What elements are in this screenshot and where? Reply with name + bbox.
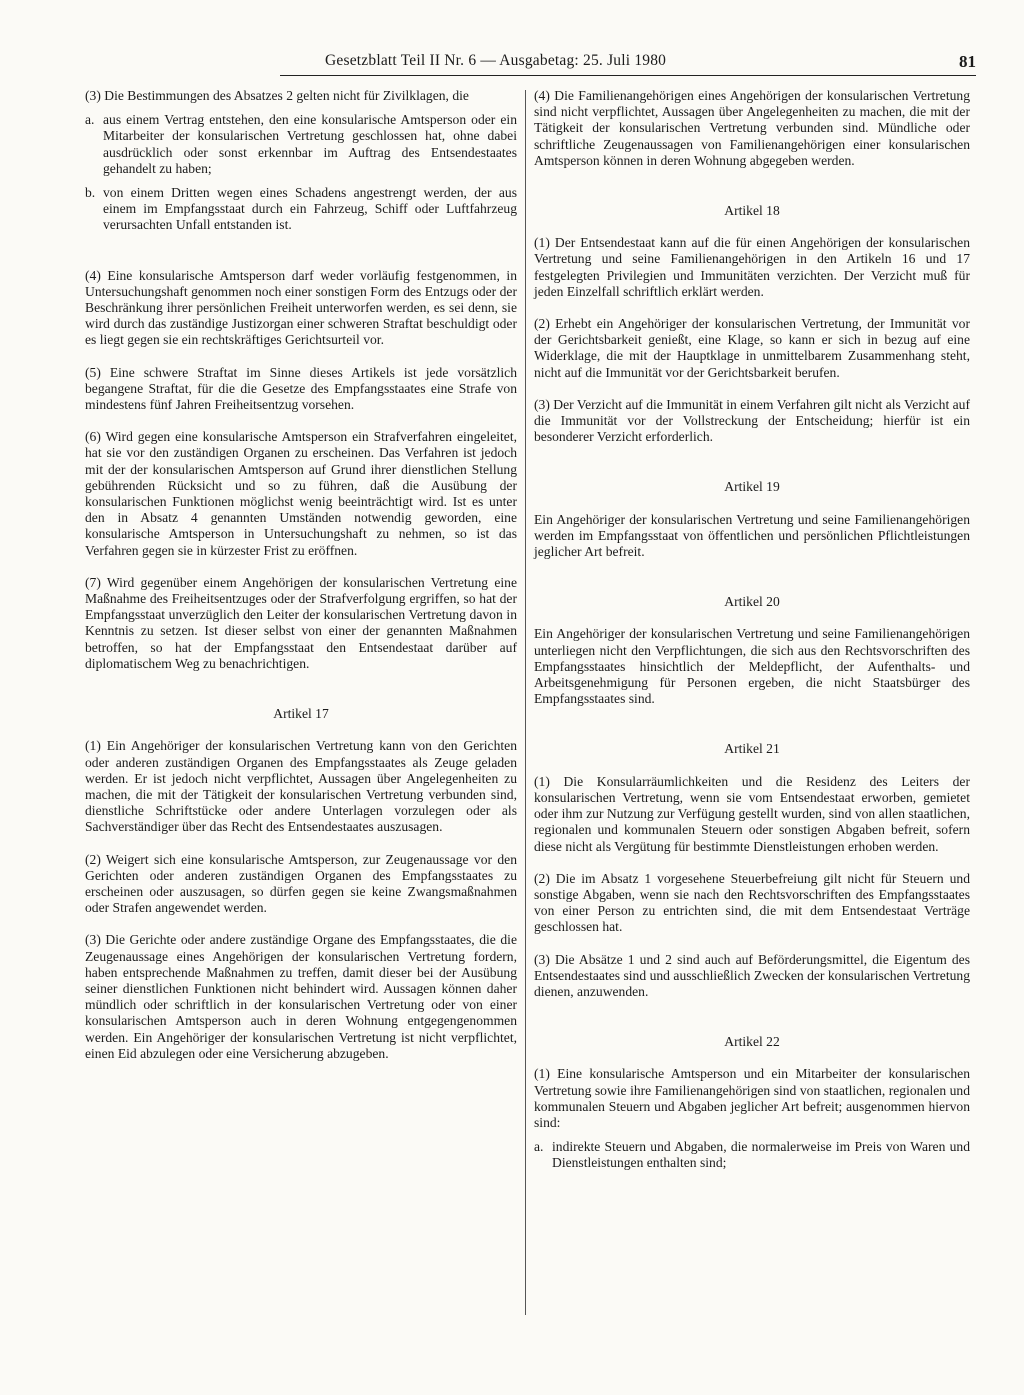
paragraph-16-5: (5) Eine schwere Straftat im Sinne dieses Artikels ist jede vorsätzlich begangene Straftat, für die die Gesetze des Empfangsstaates eine Strafe von mindestens fünf Jahren Freiheitsentzug vorsehen.	[85, 364, 517, 413]
paragraph-16-3: (3) Die Bestimmungen des Absatzes 2 gelten nicht für Zivilklagen, die	[85, 88, 469, 103]
list-label: a.	[85, 112, 95, 128]
paragraph-21-2: (2) Die im Absatz 1 vorgesehene Steuerbefreiung gilt nicht für Steuern und sonstige Abgaben, wenn sie nach den Rechtsvorschriften des Empfangsstaates von einer Person zu entrichten sind, die mit dem Entsendestaat Verträge geschlossen hat.	[534, 870, 970, 935]
list-text: aus einem Vertrag entstehen, den eine konsularische Amtsperson oder ein Mitarbeiter der konsularischen Vertretung geschlossen hat, ohne dabei ausdrücklich oder sonst erkennbar im Auftrag des Entsendestaates gehandelt zu haben;	[103, 112, 517, 176]
article-22-heading: Artikel 22	[724, 1034, 780, 1050]
paragraph-17-3: (3) Die Gerichte oder andere zuständige Organe des Empfangsstaates, die die Zeugenaussage eines Angehörigen der konsularischen Vertretung fordern, haben entsprechende Maßnahmen zu treffen, damit dieser bei der Ausübung seiner dienstlichen Funktionen nicht behindert wird. Aussagen können daher mündlich oder schriftlich in der konsularischen Vertretung oder von einer konsularischen Amtsperson auch in deren Wohnung entgegengenommen werden. Ein Angehöriger der konsularischen Vertretung ist nicht verpflichtet, einen Eid abzulegen oder eine Versicherung abzugeben.	[85, 932, 517, 1061]
paragraph-17-1: (1) Ein Angehöriger der konsularischen Vertretung kann von den Gerichten oder anderen zuständigen Organen des Empfangsstaates als Zeuge geladen werden. Er ist jedoch nicht verpflichtet, Aussagen über Angelegenheiten zu machen, die mit der Tätigkeit der konsularischen Vertretung verbunden sind, dienstliche Schriftstücke oder andere Unterlagen vorzulegen oder als Sachverständiger über das Recht des Entsendestaates auszusagen.	[85, 738, 517, 835]
paragraph-18-1: (1) Der Entsendestaat kann auf die für einen Angehörigen der konsularischen Vertretung und seine Familienangehörigen in den Artikeln 16 und 17 festgelegten Privilegien und Immunitäten verzichten. Der Verzicht muß für jeden Einzelfall schriftlich erklärt werden.	[534, 235, 970, 299]
paragraph-22-1: (1) Eine konsularische Amtsperson und ein Mitarbeiter der konsularischen Vertretung sowie ihre Familienangehörigen sind von staatlichen, regionalen und kommunalen Steuern und Abgaben jeglicher Art befreit; ausgenommen hiervon sind:	[534, 1066, 970, 1130]
article-19-heading: Artikel 19	[724, 479, 780, 495]
paragraph-21-3: (3) Die Absätze 1 und 2 sind auch auf Beförderungsmittel, die Eigentum des Entsendestaates sind und ausschließlich Zwecken der konsularischen Vertretung dienen, anzuwenden.	[534, 951, 970, 999]
header-rule	[280, 75, 976, 76]
paragraph-17-2: (2) Weigert sich eine konsularische Amtsperson, zur Zeugenaussage vor den Gerichten oder anderen zuständigen Organen des Empfangsstaates zu erscheinen oder auszusagen, so dürfen gegen sie keine Zwangsmaßnahmen oder Strafen angewendet werden.	[85, 851, 517, 916]
article-17-heading: Artikel 17	[273, 706, 329, 722]
list-item-a	[534, 1139, 970, 1171]
list-text: von einem Dritten wegen eines Schadens angestrengt werden, der aus einem im Empfangsstaat durch ein Fahrzeug, Schiff oder Luftfahrzeug verursachten Unfall entstanden ist.	[103, 185, 517, 233]
paragraph-21-1: (1) Die Konsularräumlichkeiten und die Residenz des Leiters der konsularischen Vertretung, wenn sie vom Entsendestaat erworben, gemietet oder ihm zur Nutzung zur Verfügung gestellt wurden, sind von allen staatlichen, regionalen und kommunalen Steuern oder sonstigen Abgaben befreit, sofern diese nicht als Vergütung für bestimmte Dienstleistungen erhoben werden.	[534, 773, 970, 854]
article-20-heading: Artikel 20	[724, 594, 780, 610]
paragraph-18-3: (3) Der Verzicht auf die Immunität in einem Verfahren gilt nicht als Verzicht auf die Immunität vor der Vollstreckung der Entscheidung; hierfür ist ein besonderer Verzicht erforderlich.	[534, 396, 970, 445]
page-header	[280, 48, 976, 76]
paragraph-18-2: (2) Erhebt ein Angehöriger der konsularischen Vertretung, der Immunität vor der Gerichtsbarkeit genießt, eine Klage, so kann er sich in bezug auf eine Widerklage, die mit der Hauptklage in unmittelbarem Zusammenhang steht, nicht auf die Immunität vor der Gerichtsbarkeit berufen.	[534, 316, 970, 380]
list-label: b.	[85, 185, 96, 201]
paragraph-16-6: (6) Wird gegen eine konsularische Amtsperson ein Strafverfahren eingeleitet, hat sie vor den zuständigen Organen zu erscheinen. Das Verfahren ist jedoch mit der der konsularischen Amtsperson auf Grund ihrer dienstlichen Stellung gebührenden Rücksicht und so zu führen, daß die Ausübung der konsularischen Funktionen möglichst wenig beeinträchtigt wird. Ist es unter den in Absatz 4 genannten Umständen notwendig geworden, eine konsularische Amtsperson in Untersuchungshaft zu nehmen, so ist das Verfahren gegen sie in kürzester Frist zu eröffnen.	[85, 429, 517, 558]
paragraph-16-7: (7) Wird gegenüber einem Angehörigen der konsularischen Vertretung eine Maßnahme des Freiheitsentzuges oder der Strafverfolgung ergriffen, so hat der Empfangsstaat unverzüglich den Leiter der konsularischen Vertretung davon in Kenntnis zu setzen. Ist dieser selbst von einer der genannten Maßnahmen betroffen, so hat der Empfangsstaat den Entsendestaat darüber auf diplomatischem Weg zu benachrichtigen.	[85, 574, 517, 671]
page-number: 81	[959, 52, 976, 71]
paragraph-19-1: Ein Angehöriger der konsularischen Vertretung und seine Familienangehörigen werden im Empfangsstaat von öffentlichen und persönlichen Pflichtleistungen jeglicher Art befreit.	[534, 511, 970, 560]
paragraph-17-4: (4) Die Familienangehörigen eines Angehörigen der konsularischen Vertretung sind nicht verpflichtet, Aussagen über Angelegenheiten zu machen, die mit der Tätigkeit der konsularischen Vertretung verbunden sind. Mündliche oder schriftliche Zeugenaussagen von Familienangehörigen einer konsularischen Amtsperson können in deren Wohnung abgegeben werden.	[534, 88, 970, 168]
gazette-title: Gesetzblatt Teil II Nr. 6 — Ausgabetag: 25. Juli 1980	[325, 52, 667, 69]
list-label: a.	[534, 1139, 544, 1155]
right-column	[534, 88, 970, 1172]
paragraph-16-4: (4) Eine konsularische Amtsperson darf weder vorläufig festgenommen, in Untersuchungshaft genommen noch einer sonstigen Form des Entzugs oder der Beschränkung ihrer persönlichen Freiheit unterworfen werden, es sei denn, sie wird durch das zuständige Justizorgan einer schweren Straftat beschuldigt oder es liegt gegen sie ein rechtskräftiges Gerichtsurteil vor.	[85, 267, 517, 348]
list-item-b	[85, 185, 517, 234]
article-21-heading: Artikel 21	[724, 741, 780, 757]
list-item-a	[85, 112, 517, 177]
list-text: indirekte Steuern und Abgaben, die normalerweise im Preis von Waren und Dienstleistungen enthalten sind;	[552, 1139, 970, 1171]
left-column	[85, 88, 517, 1062]
article-18-heading: Artikel 18	[724, 203, 780, 219]
column-divider	[525, 90, 526, 1315]
paragraph-20-1: Ein Angehöriger der konsularischen Vertretung und seine Familienangehörigen unterliegen nicht den Verpflichtungen, die sich aus den Rechtsvorschriften des Empfangsstaates hinsichtlich der Meldepflicht, der Aufenthalts- und Arbeitsgenehmigung für Personen ergeben, die nicht Staatsbürger des Empfangsstaates sind.	[534, 626, 970, 707]
